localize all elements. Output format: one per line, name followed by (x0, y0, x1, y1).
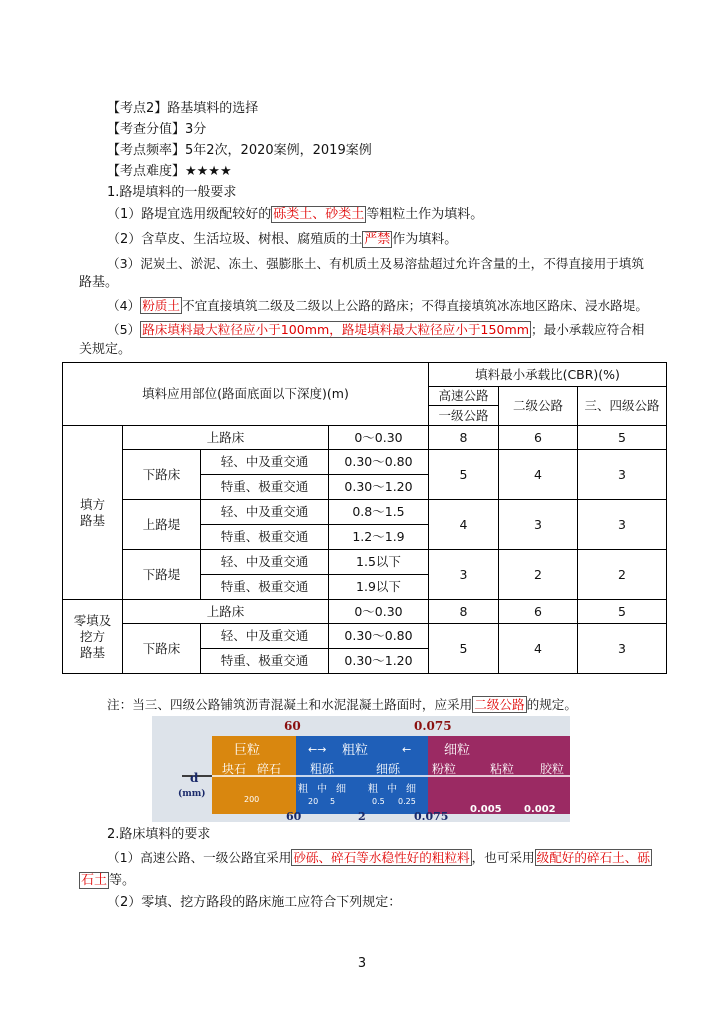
lower-bed: 下路床 (123, 450, 201, 500)
part2-item1-pre: （1）高速公路、一级公路宜采用 (107, 850, 292, 865)
part1-heading: 1.路堤填料的一般要求 (107, 185, 237, 200)
part1-item1-pre: （1）路堤宜选用级配较好的 (107, 207, 272, 222)
cbr-b-2: 4 (499, 450, 578, 500)
depth-8: 0～0.30 (329, 600, 429, 624)
part2-item1-highlight1: 砂砾、碎石等水稳性好的粗粒料 (293, 850, 470, 865)
label-boulder: 块石 (222, 762, 247, 776)
group-fill-line1: 填方 (79, 496, 105, 512)
sub-fine-sand: 细 (406, 784, 416, 795)
cbr-a-2: 6 (499, 426, 578, 450)
difficulty-line: 【考点难度】★★★★ (107, 164, 232, 179)
part2-item1-highlight2: 级配好的碎石土、砾 (536, 850, 650, 865)
label-coarse: 粗粒 (342, 743, 369, 758)
bottom-2: 2 (358, 810, 366, 822)
bottom-0075: 0.075 (414, 810, 449, 822)
header-position: 填料应用部位(路面底面以下深度)(m) (63, 363, 429, 426)
tick-05: 0.5 (372, 797, 385, 806)
cbr-c-1: 4 (429, 500, 499, 550)
depth-7: 1.9以下 (329, 575, 429, 600)
table-note (107, 696, 577, 714)
part2-item1-mid: ，也可采用 (471, 850, 535, 865)
header-class2: 二级公路 (499, 387, 578, 426)
part1-item5-line2: 关规定。 (79, 342, 132, 357)
tick-025: 0.25 (398, 797, 416, 806)
section-title: 【考点2】路基填料的选择 (107, 101, 259, 116)
traffic-light: 轻、中及重交通 (201, 624, 329, 649)
cbr-b-1: 5 (429, 450, 499, 500)
cbr-g-1: 5 (429, 624, 499, 674)
label-clay: 粘粒 (490, 762, 515, 776)
part1-item1-highlight: 砾类土、砂类土 (273, 207, 365, 222)
label-cobble: 碎石 (257, 762, 282, 776)
part1-item1-post: 等粗粒土作为填料。 (366, 207, 484, 222)
traffic-heavy: 特重、极重交通 (201, 575, 329, 600)
depth-3: 0.30～1.20 (329, 475, 429, 500)
part1-item1 (107, 206, 483, 224)
cbr-c-3: 3 (578, 500, 667, 550)
traffic-light: 轻、中及重交通 (201, 500, 329, 525)
depth-9: 0.30～0.80 (329, 624, 429, 649)
depth-4: 0.8～1.5 (329, 500, 429, 525)
part1-item3-line1: （3）泥炭土、淤泥、冻土、强膨胀土、有机质土及易溶盐超过允许含量的土，不得直接用于填筑 (107, 256, 644, 271)
part1-item5 (107, 321, 644, 339)
traffic-heavy: 特重、极重交通 (201, 475, 329, 500)
cbr-e-3: 2 (578, 550, 667, 600)
part1-item5-post: ；最小承载应符合相 (531, 322, 645, 337)
tick-200: 200 (244, 795, 260, 804)
axis-mm: (mm) (178, 789, 206, 799)
depth-5: 1.2～1.9 (329, 525, 429, 550)
lower-embankment: 下路堤 (123, 550, 201, 600)
part2-item1 (107, 849, 652, 867)
upper-embankment: 上路堤 (123, 500, 201, 550)
traffic-heavy: 特重、极重交通 (201, 649, 329, 674)
sub-coarse-sand: 粗 (368, 784, 378, 795)
tick-0005: 0.005 (470, 804, 502, 815)
note-highlight: 二级公路 (474, 697, 525, 712)
axis-d: d (190, 771, 199, 785)
sub-medium-sand: 中 (387, 784, 397, 795)
page-number: 3 (357, 956, 367, 971)
part1-item4 (107, 297, 648, 315)
tick-20: 20 (308, 797, 319, 806)
lower-bed: 下路床 (123, 624, 201, 674)
cbr-f-1: 8 (429, 600, 499, 624)
frequency-line: 【考点频率】5年2次，2020案例，2019案例 (107, 143, 372, 158)
top-label-60: 60 (284, 719, 301, 733)
group-cut (63, 600, 123, 674)
part1-item4-highlight: 粉质土 (142, 298, 180, 313)
sub-coarse: 粗 (298, 784, 308, 795)
part2-item1-post: 等。 (109, 873, 136, 888)
sub-fine: 细 (336, 784, 346, 795)
particle-size-figure (152, 716, 570, 822)
cbr-e-2: 2 (499, 550, 578, 600)
part1-item2 (107, 231, 457, 249)
depth-10: 0.30～1.20 (329, 649, 429, 674)
label-fine: 细粒 (444, 743, 471, 758)
top-label-0075: 0.075 (414, 719, 452, 733)
header-highway-line2: 一级公路 (438, 408, 489, 423)
arrow-fine-left: ← (402, 743, 412, 756)
cbr-a-3: 5 (578, 426, 667, 450)
group-cut-line3: 路基 (79, 644, 105, 660)
label-silt: 粉粒 (432, 762, 457, 776)
group-cut-line1: 零填及 (73, 612, 112, 628)
cbr-a-1: 8 (429, 426, 499, 450)
group-cut-line2: 挖方 (79, 628, 105, 644)
depth-6: 1.5以下 (329, 550, 429, 575)
header-highway (429, 387, 499, 426)
part2-item2: （2）零填、挖方路段的路床施工应符合下列规定： (107, 895, 402, 910)
part1-item3-line2: 路基。 (79, 275, 119, 290)
part1-item4-post: 不宜直接填筑二级及二级以上公路的路床；不得直接填筑冰冻地区路床、浸水路堤。 (181, 298, 648, 313)
header-class34: 三、四级公路 (578, 387, 667, 426)
label-gravel-fine: 细砾 (376, 762, 401, 776)
cbr-e-1: 3 (429, 550, 499, 600)
part2-item1-line2 (79, 872, 135, 890)
note-post: 的规定。 (526, 697, 577, 712)
traffic-light: 轻、中及重交通 (201, 550, 329, 575)
group-fill (63, 426, 123, 600)
cbr-c-2: 3 (499, 500, 578, 550)
part1-item2-post: 作为填料。 (392, 232, 458, 247)
bottom-60: 60 (286, 810, 302, 822)
depth-1: 0～0.30 (329, 426, 429, 450)
cbr-f-2: 6 (499, 600, 578, 624)
traffic-light: 轻、中及重交通 (201, 450, 329, 475)
cbr-b-3: 3 (578, 450, 667, 500)
arrow-coarse-left: ←→ (308, 743, 327, 756)
note-pre: 注：当三、四级公路铺筑沥青混凝土和水泥混凝土路面时，应采用 (107, 697, 473, 712)
cbr-g-3: 3 (578, 624, 667, 674)
part2-item1-highlight3: 石土 (81, 873, 108, 888)
score-line: 【考查分值】3分 (107, 122, 207, 137)
part1-item2-highlight: 严禁 (364, 232, 391, 247)
upper-bed: 上路床 (123, 426, 329, 450)
part1-item4-pre: （4） (107, 298, 141, 313)
cbr-table (62, 362, 667, 674)
part1-item2-pre: （2）含草皮、生活垃圾、树根、腐殖质的土 (107, 232, 363, 247)
depth-2: 0.30～0.80 (329, 450, 429, 475)
traffic-heavy: 特重、极重交通 (201, 525, 329, 550)
part1-item5-highlight: 路床填料最大粒径应小于100mm，路堤填料最大粒径应小于150mm (142, 322, 530, 337)
header-highway-line1: 高速公路 (429, 387, 498, 406)
part1-item5-pre: （5） (107, 322, 141, 337)
cbr-f-3: 5 (578, 600, 667, 624)
group-fill-line2: 路基 (79, 512, 105, 528)
label-gravel-coarse: 粗砾 (310, 762, 335, 776)
header-cbr: 填料最小承载比(CBR)(%) (429, 363, 667, 387)
sub-medium: 中 (317, 784, 327, 795)
upper-bed: 上路床 (123, 600, 329, 624)
tick-0002: 0.002 (524, 804, 556, 815)
part2-heading: 2.路床填料的要求 (107, 827, 211, 842)
cbr-g-2: 4 (499, 624, 578, 674)
label-colloid: 胶粒 (540, 762, 565, 776)
tick-5: 5 (330, 797, 336, 806)
label-giant: 巨粒 (234, 743, 261, 758)
